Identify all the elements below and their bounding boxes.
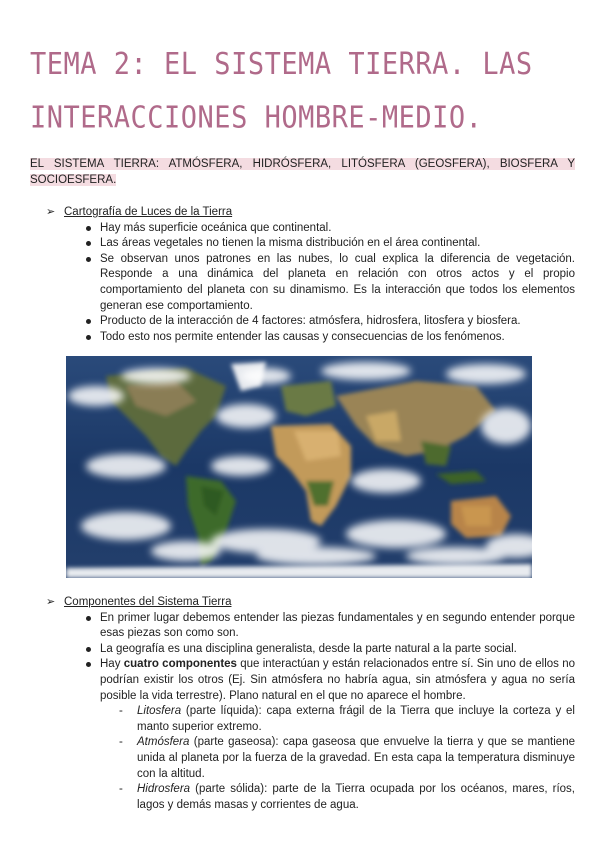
page-title: TEMA 2: EL SISTEMA TIERRA. LAS INTERACCIONES HOMBRE-MEDIO. [30,46,533,136]
list-item: La geografía es una disciplina generalista, desde la parte natural a la parte social. [100,642,575,658]
list-item: Las áreas vegetales no tienen la misma distribución en el área continental. [100,236,575,252]
list-item [100,657,575,813]
list-item: Todo esto nos permite entender las causas y consecuencias de los fenómenos. [100,330,575,346]
sub-list-item [137,735,575,782]
section-heading [46,595,575,611]
bold-text: cuatro componentes [123,658,237,671]
arrow-bullet-icon: ➢ [46,206,56,218]
section-title: Componentes del Sistema Tierra [64,596,232,608]
section-componentes [30,595,575,813]
term: Hidrosfera [137,783,191,796]
sub-list [100,704,575,813]
world-map-illustration [66,356,532,578]
bullet-list [30,611,575,814]
section-title: Cartografía de Luces de la Tierra [64,206,233,218]
section-cartografia [30,205,575,345]
sub-list-item [137,704,575,735]
list-item: Hay más superficie oceánica que continental. [100,221,575,237]
list-item: Producto de la interacción de 4 factores: atmósfera, hidrosfera, litosfera y biosfera. [100,314,575,330]
list-item: En primer lugar debemos entender las piezas fundamentales y en segundo entender porque esas piezas son como son. [100,611,575,642]
highlighted-subtitle: EL SISTEMA TIERRA: ATMÓSFERA, HIDRÓSFERA, LITÓSFERA (GEOSFERA), BIOSFERA Y SOCIOESFERA. [30,158,575,186]
definition: (parte gaseosa): capa gaseosa que envuelve la tierra y que se mantiene unida al planeta por la fuerza de la gravedad. En esta capa la temperatura disminuye con la altitud. [137,736,575,780]
arrow-bullet-icon: ➢ [46,596,56,608]
definition: (parte sólida): parte de la Tierra ocupada por los océanos, mares, ríos, lagos y demás masas y corrientes de agua. [137,783,575,811]
section-subtitle [30,156,575,188]
term: Litosfera [137,705,182,718]
term: Atmósfera [137,736,190,749]
list-item: Se observan unos patrones en las nubes, lo cual explica la diferencia de vegetación. Responde a una dinámica del planeta en relación con otros actos y el propio comportamiento del planeta con su dinamismo. Es la interacción que todos los elementos generan ese comportamiento. [100,252,575,314]
sub-list-item [137,782,575,813]
text-run: que interactúan y están relacionados entre sí. Sin uno de ellos no podrían existir los otros (Ej. Sin atmósfera no habría agua, sin atmósfera y agua no sería posible la vida terrestre). Plano natural en el que no aparece el hombre. [100,658,575,702]
definition: (parte líquida): capa externa frágil de la Tierra que incluye la corteza y el manto superior extremo. [137,705,575,733]
section-heading [46,205,575,221]
earth-satellite-image [66,356,532,578]
text-run: Hay [100,658,124,671]
bullet-list [30,221,575,346]
